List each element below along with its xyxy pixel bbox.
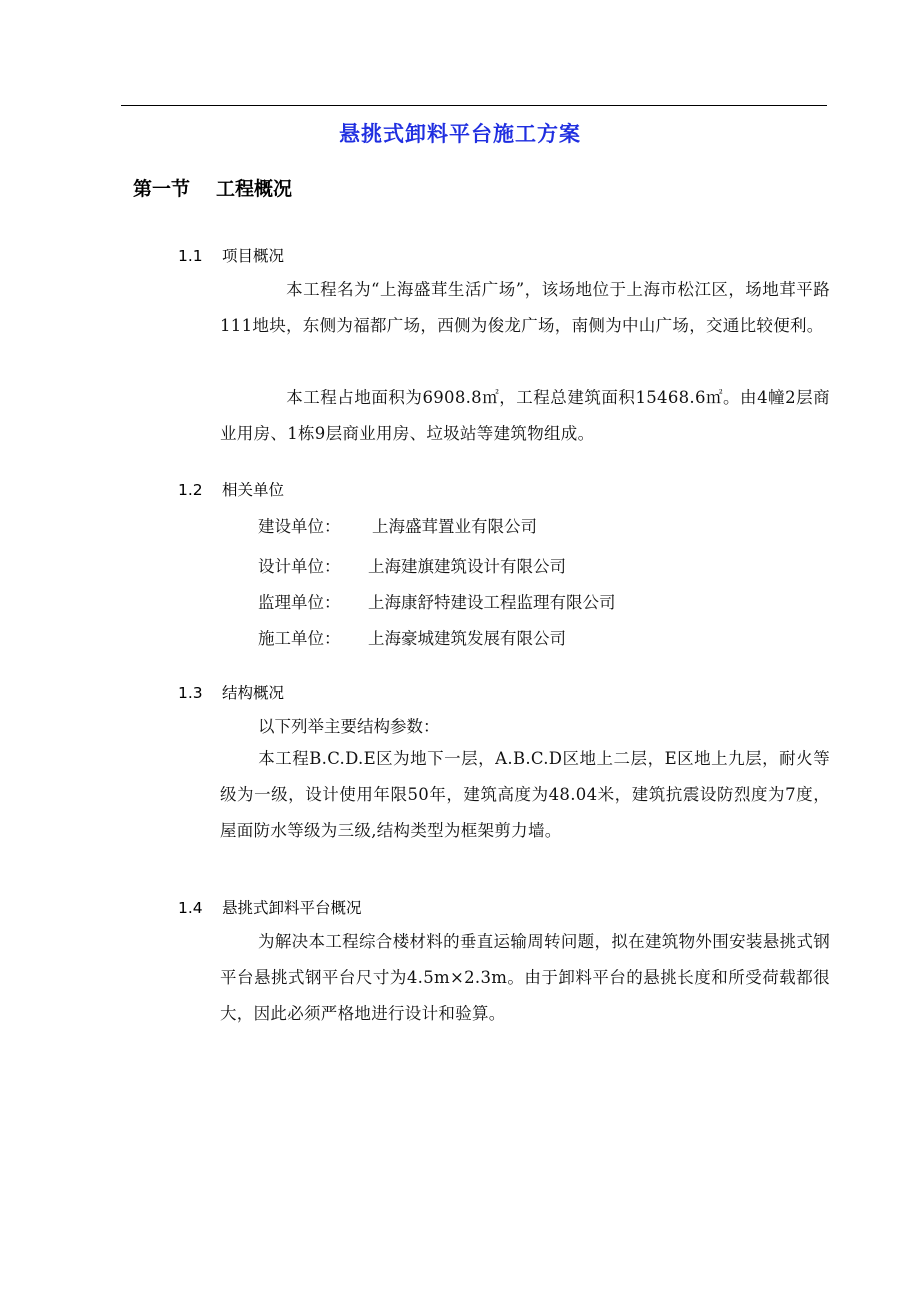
section-title: 悬挑式卸料平台概况 [222, 899, 362, 917]
paragraph-text: 为解决本工程综合楼材料的垂直运输周转问题，拟在建筑物外围安装悬挑式钢平台悬挑式钢平台尺寸为4.5m×2.3m。由于卸料平台的悬挑长度和所受荷载都很大，因此必须严格地进行设计和验算。 [220, 932, 830, 1023]
section-number: 1.2 [178, 481, 203, 499]
paragraph-project-name [220, 272, 830, 344]
section-number: 1.1 [178, 247, 203, 265]
paragraph-platform [220, 924, 830, 1032]
section-heading-1-3 [178, 681, 284, 703]
chapter-name: 工程概况 [216, 178, 293, 200]
section-heading-1-2 [178, 478, 284, 500]
unit-value: 上海豪城建筑发展有限公司 [368, 629, 566, 648]
section-number: 1.3 [178, 684, 203, 702]
unit-label: 施工单位： [258, 629, 341, 648]
unit-value: 上海盛茸置业有限公司 [372, 517, 537, 536]
section-heading-1-1 [178, 244, 284, 266]
chapter-number: 第一节 [133, 178, 191, 200]
section-title: 相关单位 [222, 481, 285, 499]
unit-value: 上海建旗建筑设计有限公司 [368, 557, 566, 576]
unit-row-owner [258, 513, 537, 537]
section-title: 项目概况 [222, 247, 285, 265]
document-title: 悬挑式卸料平台施工方案 [339, 122, 581, 146]
paragraph-text: 本工程B.C.D.E区为地下一层，A.B.C.D区地上二层，E区地上九层，耐火等级为一级，设计使用年限50年，建筑高度为48.04米，建筑抗震设防烈度为7度，屋面防水等级为三级,结构类型为框架剪力墙。 [220, 749, 830, 840]
paragraph-text: 本工程名为“上海盛茸生活广场”，该场地位于上海市松江区，场地茸平路111地块，东侧为福都广场，西侧为俊龙广场，南侧为中山广场，交通比较便利。 [220, 280, 830, 335]
unit-label: 监理单位： [258, 593, 341, 612]
unit-value: 上海康舒特建设工程监理有限公司 [368, 593, 616, 612]
paragraph-text: 本工程占地面积为6908.8㎡，工程总建筑面积15468.6㎡。由4幢2层商业用房、1栋9层商业用房、垃圾站等建筑物组成。 [220, 388, 830, 443]
unit-label: 设计单位： [258, 557, 341, 576]
section-number: 1.4 [178, 899, 203, 917]
section-title: 结构概况 [222, 684, 285, 702]
structure-intro: 以下列举主要结构参数： [258, 717, 440, 736]
paragraph-structure [220, 741, 830, 849]
unit-label: 建设单位： [258, 517, 341, 536]
unit-row-designer [258, 553, 566, 577]
section-heading-1-4 [178, 896, 362, 918]
paragraph-project-area [220, 380, 830, 452]
header-rule [121, 105, 827, 106]
unit-row-supervisor [258, 589, 616, 613]
unit-row-contractor [258, 625, 566, 649]
chapter-heading [133, 174, 292, 201]
